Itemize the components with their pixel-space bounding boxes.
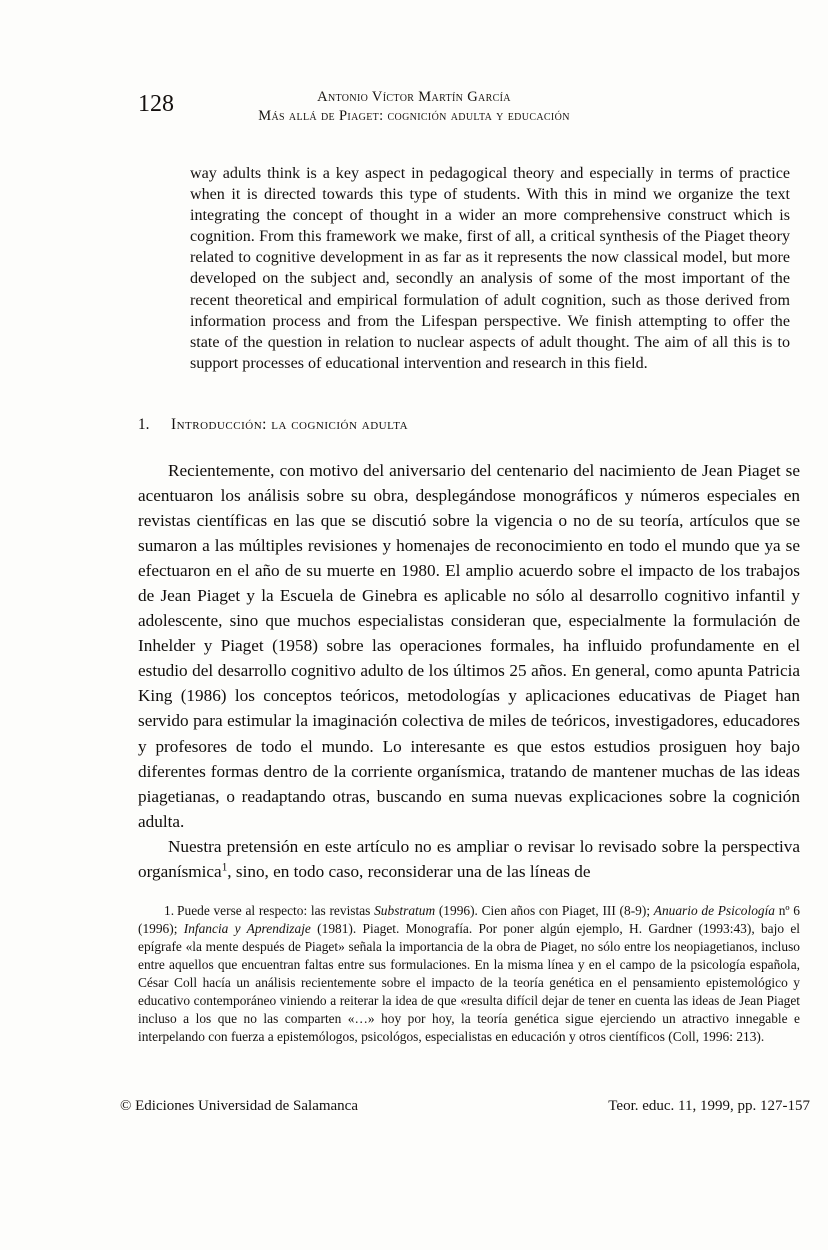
- footnote-reference-marker[interactable]: 1: [221, 861, 228, 874]
- section-heading: [138, 414, 798, 435]
- footnote-segment-3: nº 6 (1996);: [138, 903, 800, 937]
- body-text: [138, 458, 800, 884]
- page-number: 128: [138, 91, 174, 117]
- footnote-segment-4: (1981). Piaget. Monografía. Por poner algún ejemplo, H. Gardner (1993:43), bajo el epígrafe «la mente después de Piaget» señala la importancia de la obra de Piaget, no sólo entre los neopiagetianos, incluso entre aquellos que encuentran faltas entre sus formulaciones. En la misma línea y en el campo de la psicología española, César Coll hacía un análisis recientemente sobre el impacto de la teoría genética en el pensamiento epistemológico y educativo contemporáneo viniendo a reiterar la idea de que «resulta difícil dejar de tener en cuenta las ideas de Jean Piaget incluso a los que no las comparten «…» hoy por hoy, la teoría genética sigue ejerciendo un atractivo innegable e interpelando con fuerza a epistemólogos, psicológos, especialistas en educación y otros científicos (Coll, 1996: 213).: [138, 921, 800, 1045]
- section-number: 1.: [138, 416, 150, 433]
- running-head-author: Antonio Víctor Martín García: [317, 89, 511, 105]
- abstract-text: way adults think is a key aspect in pedagogical theory and especially in terms of practice when it is directed towards this type of students. With this in mind we organize the text integrating the concept of thought in a wider an more comprehensive construct which is cognition. From this framework we make, first of all, a critical synthesis of the Piaget theory related to cognitive development in as far as it represents the now classical model, but more developed on the subject and, secondly an analysis of some of the most important of the recent theoretical and empirical formulation of adult cognition, such as those derived from information process and from the Lifespan perspective. We finish attempting to offer the state of the question in relation to nuclear aspects of adult thought. The aim of all this is to support processes of educational intervention and research in this field.: [190, 165, 790, 372]
- running-head: [0, 88, 828, 126]
- footnote-italic-title-2: Anuario de Psicología: [653, 903, 776, 918]
- footnote-1: [138, 902, 800, 1046]
- footnote-block: [138, 902, 800, 1046]
- footnote-marker: 1.: [164, 903, 175, 918]
- footnote-italic-title-3: Infancia y Aprendizaje: [183, 921, 311, 937]
- footnote-segment-2: (1996). Cien años con Piaget, III (8-9);: [435, 903, 654, 918]
- running-head-title: Más allá de Piaget: cognición adulta y educación: [258, 108, 570, 124]
- footnote-segment-1: Puede verse al respecto: las revistas: [177, 903, 375, 918]
- footer-citation: Teor. educ. 11, 1999, pp. 127-157: [608, 1098, 810, 1114]
- footnote-italic-title-1: Substratum: [374, 903, 436, 918]
- body-paragraph-1: Recientemente, con motivo del aniversario del centenario del nacimiento de Jean Piaget se acentuaron los análisis sobre su obra, desplegándose monográficos y números especiales en revistas científicas en las que se discutió sobre la vigencia o no de su teoría, artículos que se sumaron a las múltiples revisiones y homenajes de reconocimiento en todo el mundo que ya se efectuaron en el año de su muerte en 1980. El amplio acuerdo sobre el impacto de los trabajos de Jean Piaget y la Escuela de Ginebra es aplicable no sólo al desarrollo cognitivo infantil y adolescente, sino que muchos especialistas consideran que, especialmente la formulación de Inhelder y Piaget (1958) sobre las operaciones formales, ha influido profundamente en el estudio del desarrollo cognitivo adulto de los últimos 25 años. En general, como apunta Patricia King (1986) los conceptos teóricos, metodologías y aplicaciones educativas de Piaget han servido para estimular la imaginación colectiva de miles de teóricos, investigadores, educadores y profesores de todo el mundo. Lo interesante es que estos estudios prosiguen hoy bajo diferentes formas dentro de la corriente organísmica, tratando de mantener muchas de las ideas piagetianas, o readaptando otras, buscando en suma nuevas explicaciones sobre la cognición adulta.: [138, 461, 800, 831]
- body-paragraph-2-part-1: Nuestra pretensión en este artículo no es ampliar o revisar lo revisado sobre la perspectiva organísmica: [138, 836, 800, 881]
- section-title: Introducción: la cognición adulta: [171, 416, 409, 433]
- body-paragraph-2-part-2: , sino, en todo caso, reconsiderar una de las líneas de: [227, 861, 591, 881]
- footer-publisher: © Ediciones Universidad de Salamanca: [120, 1098, 358, 1114]
- body-paragraph-2: [138, 834, 800, 884]
